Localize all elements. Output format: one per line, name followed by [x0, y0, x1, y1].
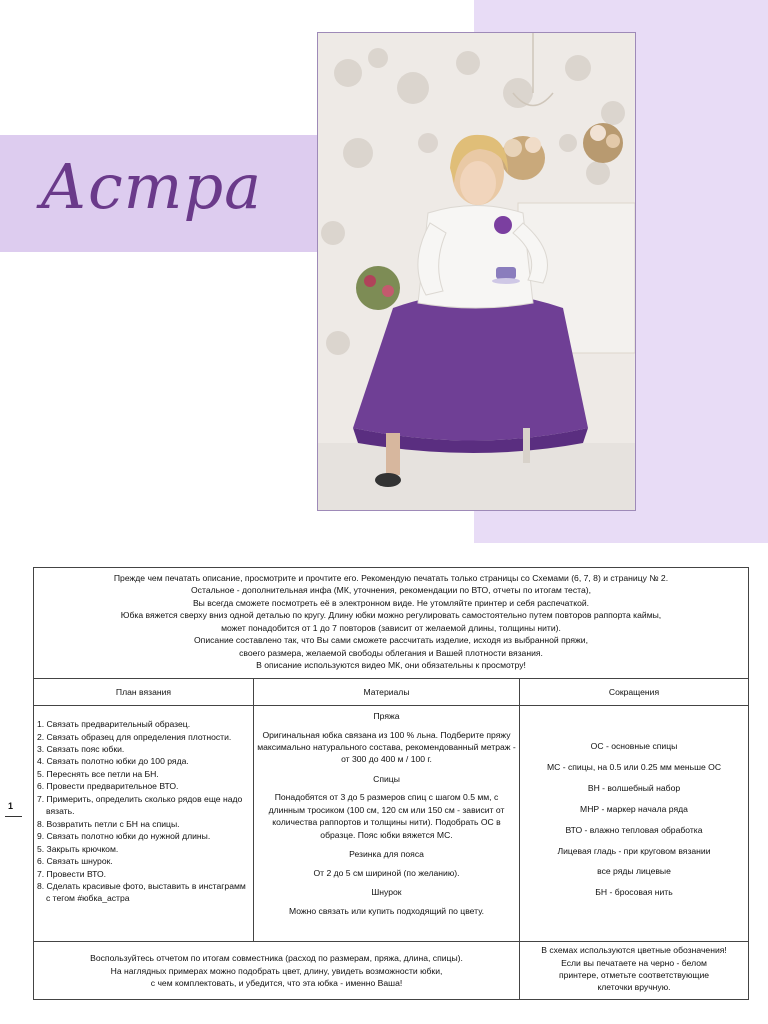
- intro-line: Описание составлено так, что Вы сами сможете рассчитать изделие, исходя из выбранной пряжи,: [193, 635, 588, 646]
- elastic-title: Резинка для пояса: [349, 849, 424, 860]
- intro-line: Вы всегда сможете посмотреть её в электронном виде. Не утомляйте принтер и себя распечаткой.: [192, 597, 590, 608]
- footer-right-line: клеточки вручную.: [597, 982, 671, 993]
- intro-line: своего размера, желаемой свободы облегания и Вашей плотности вязания.: [239, 647, 543, 658]
- plan-item: 6. Связать шнурок.: [37, 856, 113, 867]
- abbr-item: ВН - волшебный набор: [587, 782, 681, 793]
- needles-title: Спицы: [373, 773, 400, 784]
- plan-item: 4. Связать полотно юбки до 100 ряда.: [37, 756, 189, 767]
- yarn-title: Пряжа: [373, 711, 400, 722]
- elastic-text: От 2 до 5 см шириной (по желанию).: [313, 867, 460, 878]
- abbreviations-cell: [520, 706, 749, 942]
- plan-item: 7. Примерить, определить сколько рядов еще надо вязать.: [37, 793, 243, 817]
- footer-color-note: [520, 942, 749, 1000]
- plan-item: 5. Закрыть крючком.: [37, 843, 119, 854]
- page-number-underline: [5, 816, 22, 817]
- cord-text: Можно связать или купить подходящий по цвету.: [288, 905, 485, 916]
- intro-line: В описание используются видео МК, они обязательны к просмотру!: [256, 660, 526, 671]
- page-title: Астра: [40, 150, 263, 223]
- plan-cell: [34, 706, 254, 942]
- page-number: 1: [8, 801, 14, 811]
- abbr-item: ВТО - влажно тепловая обработка: [565, 824, 703, 835]
- plan-item: 8. Возвратить петли с БН на спицы.: [37, 818, 180, 829]
- plan-item: 5. Переснять все петли на БН.: [37, 768, 159, 779]
- plan-item: 6. Провести предварительное ВТО.: [37, 781, 179, 792]
- abbr-item: МС - спицы, на 0.5 или 0.25 мм меньше ОС: [546, 761, 722, 772]
- intro-line: Остальное - дополнительная инфа (МК, уточнения, рекомендации по ВТО, отчеты по итогам теста),: [191, 585, 591, 596]
- footer-report-note: [34, 942, 520, 1000]
- abbr-item: МНР - маркер начала ряда: [580, 803, 688, 814]
- abbr-item: ОС - основные спицы: [590, 740, 678, 751]
- model-photo: [317, 32, 636, 511]
- abbr-item: все ряды лицевые: [597, 866, 671, 877]
- footer-left-line: с чем комплектовать, и убедится, что эта юбка - именно Ваша!: [150, 977, 403, 988]
- intro-line: Юбка вяжется сверху вниз одной деталью по кругу. Длину юбки можно регулировать самостоятельно путем повторов раппорта каймы,: [120, 610, 662, 621]
- footer-left-line: Воспользуйтесь отчетом по итогам совместника (расход по размерам, пряжа, длина, спицы).: [90, 953, 463, 964]
- yarn-text: Оригинальная юбка связана из 100 % льна. Подберите пряжу максимально натурального состава, рекомендованный метраж - от 300 до 400 м / 100 г.: [257, 729, 516, 765]
- intro-line: может понадобится от 1 до 7 повторов (зависит от желаемой длины, толщины нити).: [221, 622, 561, 633]
- footer-right-line: Если вы печатаете на черно - белом: [561, 957, 707, 968]
- footer-left-line: На наглядных примерах можно подобрать цвет, длину, увидеть возможности юбки,: [110, 965, 443, 976]
- footer-right-line: В схемах используются цветные обозначения!: [541, 945, 727, 956]
- needles-text: Понадобятся от 3 до 5 размеров спиц с шагом 0.5 мм, с длинным тросиком (100 см, 120 см или 150 см - зависит от количества раппортов и толщины нити). Подобрать ОС в образце. Пояс юбки вяжется МС.: [268, 792, 505, 840]
- materials-cell: [254, 706, 520, 942]
- plan-item: 7. Провести ВТО.: [37, 868, 107, 879]
- abbr-item: БН - бросовая нить: [595, 887, 673, 898]
- intro-cell: [34, 568, 749, 679]
- description-table: [33, 567, 749, 1000]
- plan-item: 9. Связать полотно юбки до нужной длины.: [37, 831, 211, 842]
- footer-right-line: принтере, отметьте соответствующие: [558, 969, 710, 980]
- header-abbreviations: Сокращения: [520, 678, 749, 705]
- header-plan: План вязания: [34, 678, 254, 705]
- cord-title: Шнурок: [371, 887, 402, 898]
- header-materials: Материалы: [254, 678, 520, 705]
- abbr-item: Лицевая гладь - при круговом вязании: [557, 845, 711, 856]
- plan-item: 8. Сделать красивые фото, выставить в инстаграмм с тегом #юбка_астра: [37, 880, 246, 904]
- plan-item: 3. Связать пояс юбки.: [37, 743, 125, 754]
- plan-item: 1. Связать предварительный образец.: [37, 719, 191, 730]
- photo-illustration: [318, 33, 635, 510]
- plan-item: 2. Связать образец для определения плотности.: [37, 731, 232, 742]
- intro-line: Прежде чем печатать описание, просмотрите и прочтите его. Рекомендую печатать только страницы со Схемами (6, 7, 8) и страницу № 2.: [113, 573, 669, 583]
- plan-list: [37, 718, 250, 905]
